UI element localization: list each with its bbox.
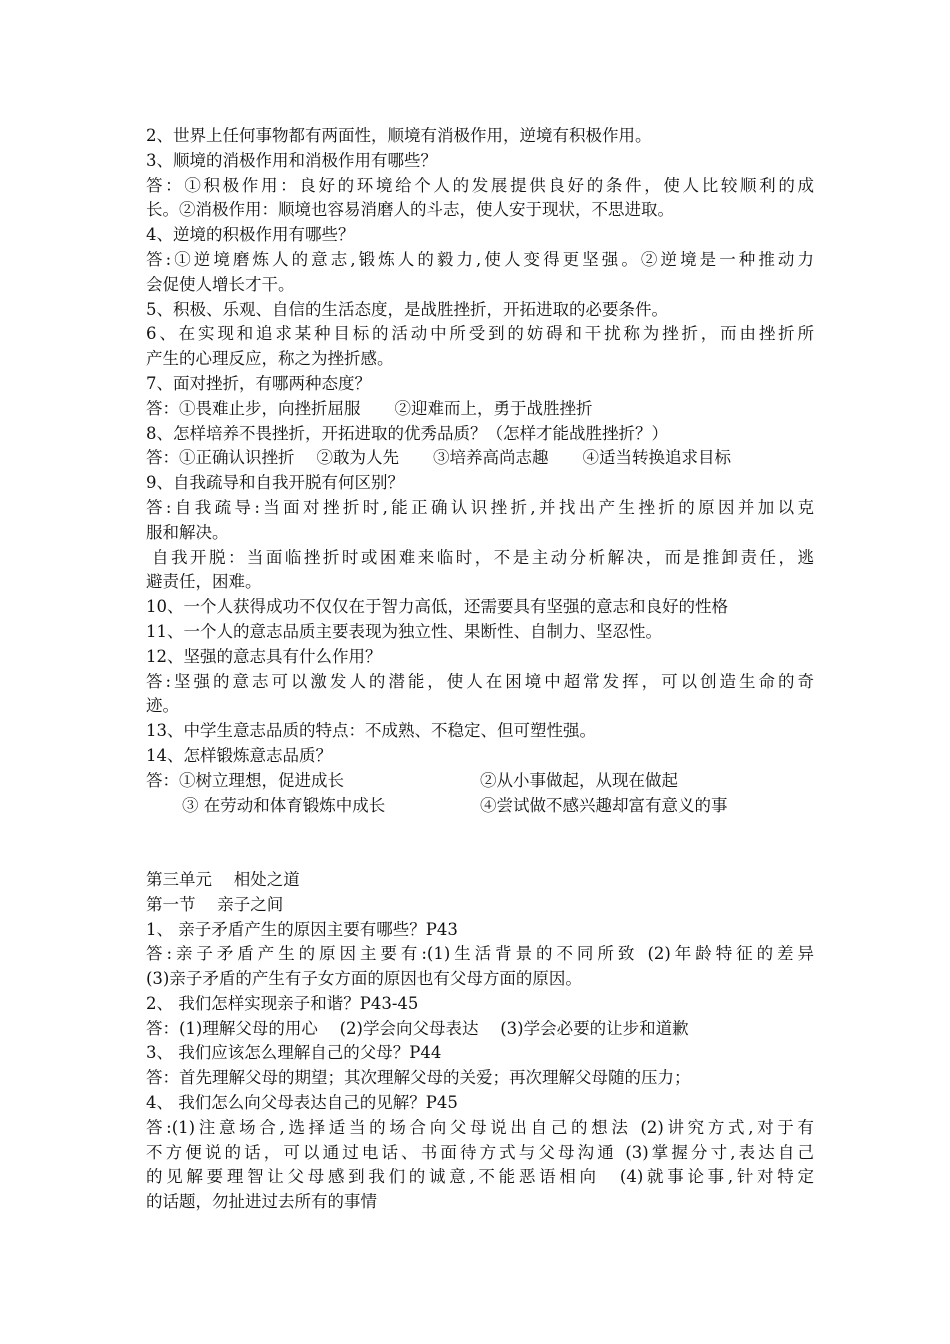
answer-line: 迹。 [146, 696, 179, 716]
answer-line: 答:亲子矛盾产生的原因主要有:(1)生活背景的不同所致 (2)年龄特征的差异 [146, 944, 814, 964]
answer-part: ②迎难而上，勇于战胜挫折 [394, 398, 593, 418]
answer-line: 答：①积极作用：良好的环境给个人的发展提供良好的条件，使人比较顺利的成 [146, 175, 814, 195]
question-line: 7、面对挫折，有哪两种态度？ [146, 373, 371, 393]
question-line: 2、 我们怎样实现亲子和谐？P43-45 [146, 993, 419, 1013]
answer-line [146, 397, 814, 422]
text-line: 2、世界上任何事物都有两面性，顺境有消极作用，逆境有积极作用。 [146, 126, 652, 145]
text-line: 产生的心理反应，称之为挫折感。 [146, 349, 394, 369]
answer-part: ②从小事做起，从现在做起 [480, 770, 678, 790]
question-line: 4、 我们怎么向父母表达自己的见解？P45 [146, 1093, 458, 1113]
answer-part: ③培养高尚志趣 [433, 448, 549, 468]
answer-line: 自我开脱：当面临挫折时或困难来临时，不是主动分析解决，而是推卸责任，逃 [152, 547, 814, 567]
answer-part: 答：①正确认识挫折 [146, 448, 295, 468]
answer-line: 答：(1)理解父母的用心 (2)学会向父母表达 (3)学会必要的让步和道歉 [146, 1018, 689, 1038]
document-page [146, 124, 814, 1215]
answer-line: 的见解要理智让父母感到我们的诚意,不能恶语相向 (4)就事论事,针对特定 [146, 1167, 814, 1187]
question-line: 3、 我们应该怎么理解自己的父母？P44 [146, 1043, 442, 1063]
answer-part: ④适当转换追求目标 [582, 448, 731, 468]
question-line: 14、怎样锻炼意志品质？ [146, 745, 332, 765]
answer-part: 答：①树立理想，促进成长 [146, 770, 344, 790]
answer-line: 的话题，勿扯进过去所有的事情 [146, 1192, 377, 1212]
answer-line: 不方便说的话，可以通过电话、书面待方式与父母沟通 (3)掌握分寸,表达自己 [146, 1142, 814, 1162]
answer-line: (3)亲子矛盾的产生有子女方面的原因也有父母方面的原因。 [146, 969, 582, 989]
answer-line: 服和解决。 [146, 522, 229, 542]
text-line: 11、一个人的意志品质主要表现为独立性、果断性、自制力、坚忍性。 [146, 621, 662, 641]
answer-part: ③ 在劳动和体育锻炼中成长 [182, 795, 386, 815]
text-line: 13、中学生意志品质的特点：不成熟、不稳定、但可塑性强。 [146, 721, 596, 741]
answer-line: 答:坚强的意志可以激发人的潜能，使人在困境中超常发挥，可以创造生命的奇 [146, 671, 814, 691]
answer-line: 答:自我疏导:当面对挫折时,能正确认识挫折,并找出产生挫折的原因并加以克 [146, 497, 814, 517]
question-line: 9、自我疏导和自我开脱有何区别？ [146, 473, 404, 493]
section-heading: 第一节 亲子之间 [146, 894, 284, 914]
answer-line: 会促使人增长才干。 [146, 274, 295, 294]
unit-heading: 第三单元 相处之道 [146, 869, 300, 889]
text-line: 5、积极、乐观、自信的生活态度，是战胜挫折，开拓进取的必要条件。 [146, 299, 668, 319]
answer-line: 避责任，困难。 [146, 572, 262, 592]
answer-line: 答：首先理解父母的期望；其次理解父母的关爱；再次理解父母随的压力； [146, 1068, 691, 1088]
question-line: 12、坚强的意志具有什么作用？ [146, 646, 382, 666]
answer-part: ②敢为人先 [316, 448, 399, 468]
answer-line: 答:①逆境磨炼人的意志,锻炼人的毅力,使人变得更坚强。②逆境是一种推动力 [146, 249, 814, 269]
answer-line: 长。②消极作用：顺境也容易消磨人的斗志，使人安于现状，不思进取。 [146, 200, 674, 220]
question-line: 8、怎样培养不畏挫折，开拓进取的优秀品质？（怎样才能战胜挫折？） [146, 423, 668, 443]
answer-line [146, 446, 814, 471]
question-line: 4、逆境的积极作用有哪些？ [146, 225, 355, 245]
section-gap [146, 818, 814, 868]
answer-part: 答：①畏难止步，向挫折屈服 [146, 398, 361, 418]
question-line: 1、 亲子矛盾产生的原因主要有哪些？P43 [146, 919, 458, 939]
answer-line [146, 769, 814, 794]
question-line: 3、顺境的消极作用和消极作用有哪些？ [146, 150, 437, 170]
answer-line: 答:(1)注意场合,选择适当的场合向父母说出自己的想法 (2)讲究方式,对于有 [146, 1117, 814, 1137]
answer-part: ④尝试做不感兴趣却富有意义的事 [480, 795, 728, 815]
text-line: 6、在实现和追求某种目标的活动中所受到的妨碍和干扰称为挫折，而由挫折所 [146, 324, 814, 344]
text-line: 10、一个人获得成功不仅仅在于智力高低，还需要具有坚强的意志和良好的性格 [146, 597, 728, 617]
answer-line [146, 794, 814, 819]
